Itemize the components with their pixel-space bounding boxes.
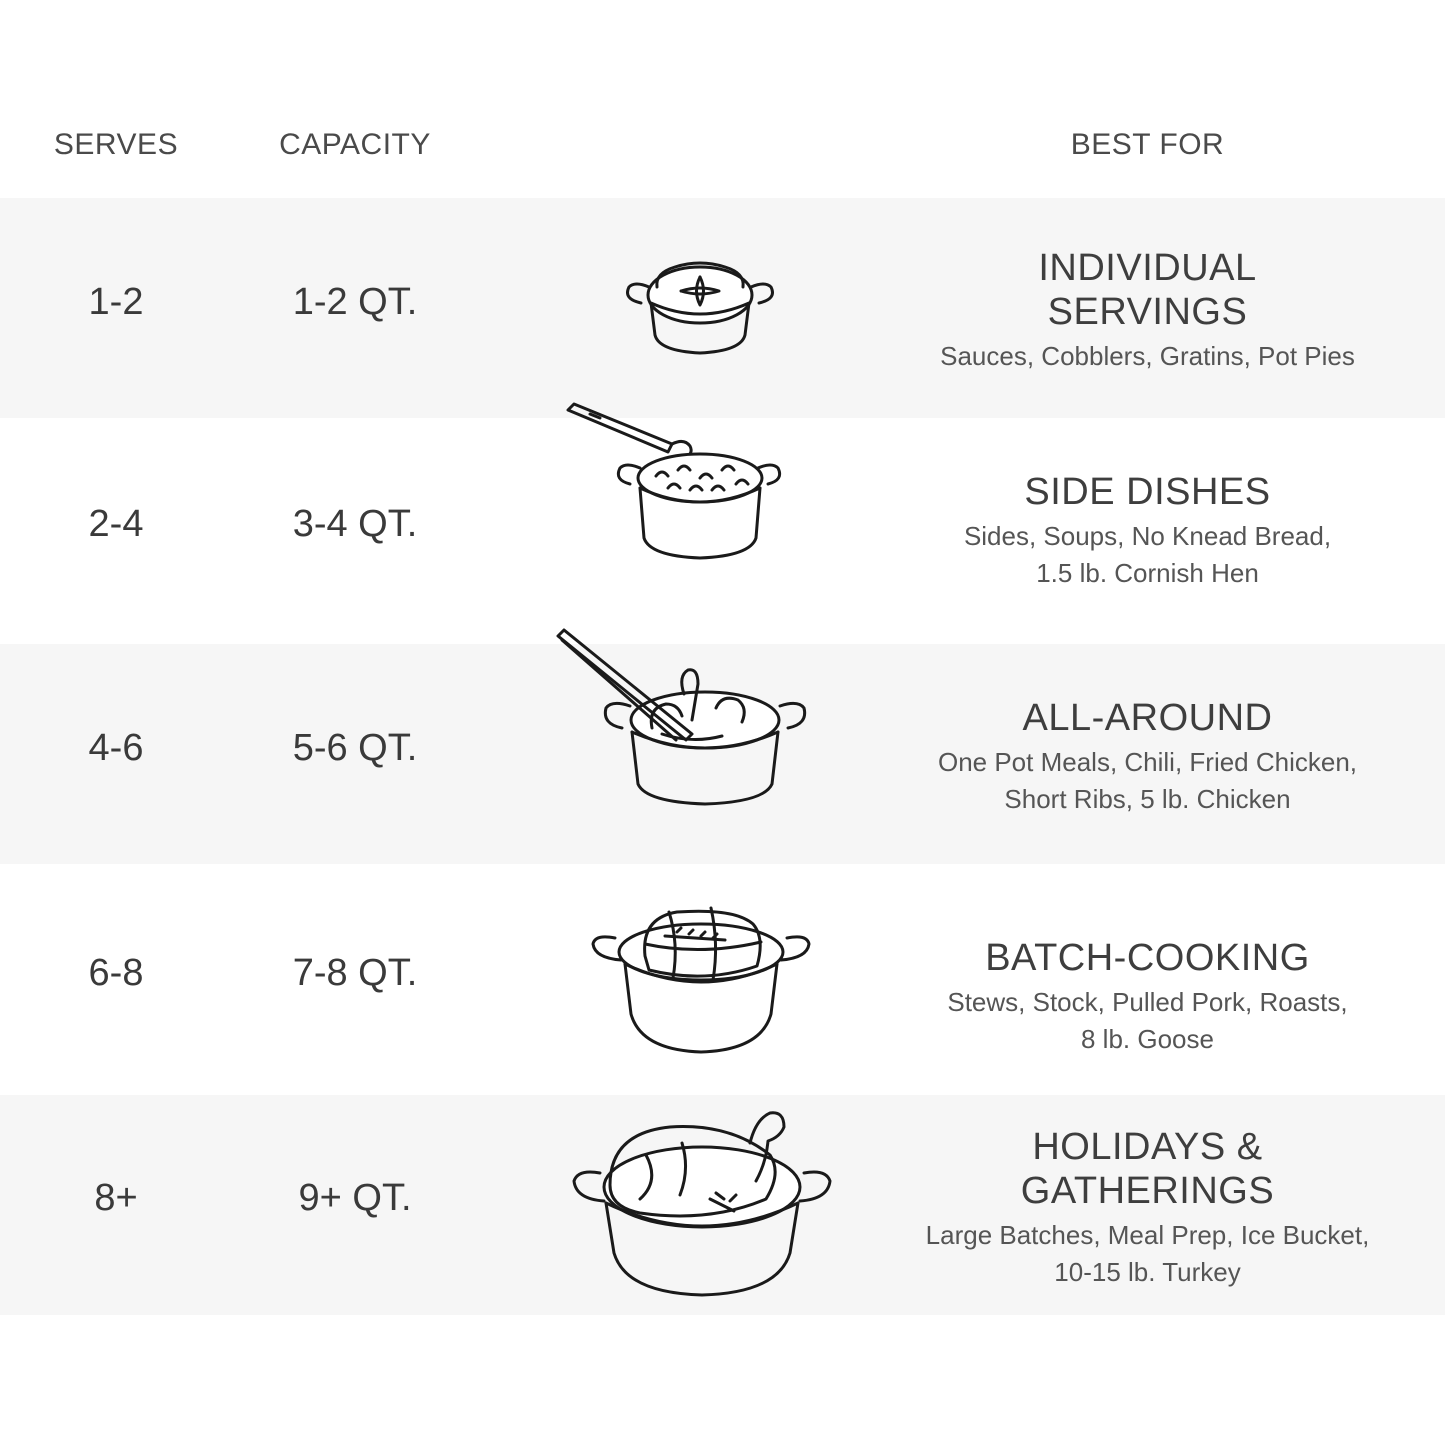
- pot-pie-icon: [615, 253, 785, 363]
- best-for-cell: [900, 936, 1395, 1058]
- pot-macaroni-icon: [560, 398, 800, 578]
- best-for-cell: [900, 696, 1395, 818]
- table-row: [0, 644, 1445, 864]
- table-row: [0, 1095, 1445, 1315]
- table-header: [0, 128, 1445, 168]
- best-for-description: Sauces, Cobblers, Gratins, Pot Pies: [940, 341, 1355, 371]
- best-for-description: One Pot Meals, Chili, Fried Chicken, Short Ribs, 5 lb. Chicken: [937, 747, 1358, 814]
- best-for-title: SIDE DISHES: [1024, 471, 1271, 513]
- serves-value: 4-6: [88, 727, 144, 769]
- best-for-column-header: BEST FOR: [1070, 128, 1225, 161]
- best-for-title: ALL-AROUND: [1022, 697, 1273, 739]
- best-for-cell: [900, 470, 1395, 592]
- table-row: [0, 198, 1445, 418]
- best-for-cell: [900, 246, 1395, 375]
- serves-value: 1-2: [88, 281, 144, 323]
- best-for-title: INDIVIDUAL SERVINGS: [1038, 247, 1257, 333]
- best-for-title: HOLIDAYS & GATHERINGS: [1020, 1126, 1275, 1212]
- capacity-column-header: CAPACITY: [279, 128, 431, 161]
- pot-chicken-tongs-icon: [552, 624, 812, 824]
- best-for-description: Stews, Stock, Pulled Pork, Roasts, 8 lb. Goose: [947, 987, 1348, 1054]
- pot-turkey-icon: [570, 1103, 834, 1299]
- serves-value: 8+: [94, 1177, 138, 1219]
- capacity-value: 1-2 QT.: [292, 281, 418, 323]
- best-for-title: BATCH-COOKING: [985, 937, 1310, 979]
- best-for-cell: [900, 1125, 1395, 1291]
- capacity-value: 3-4 QT.: [292, 503, 418, 545]
- capacity-value: 5-6 QT.: [292, 727, 418, 769]
- pot-roast-icon: [585, 904, 817, 1056]
- capacity-value: 9+ QT.: [298, 1177, 412, 1219]
- best-for-description: Large Batches, Meal Prep, Ice Bucket, 10-15 lb. Turkey: [925, 1220, 1370, 1287]
- serves-value: 6-8: [88, 952, 144, 994]
- serves-value: 2-4: [88, 503, 144, 545]
- table-row: [0, 418, 1445, 638]
- table-row: [0, 864, 1445, 1084]
- capacity-value: 7-8 QT.: [292, 952, 418, 994]
- serves-column-header: SERVES: [53, 128, 179, 161]
- best-for-description: Sides, Soups, No Knead Bread, 1.5 lb. Cornish Hen: [963, 521, 1332, 588]
